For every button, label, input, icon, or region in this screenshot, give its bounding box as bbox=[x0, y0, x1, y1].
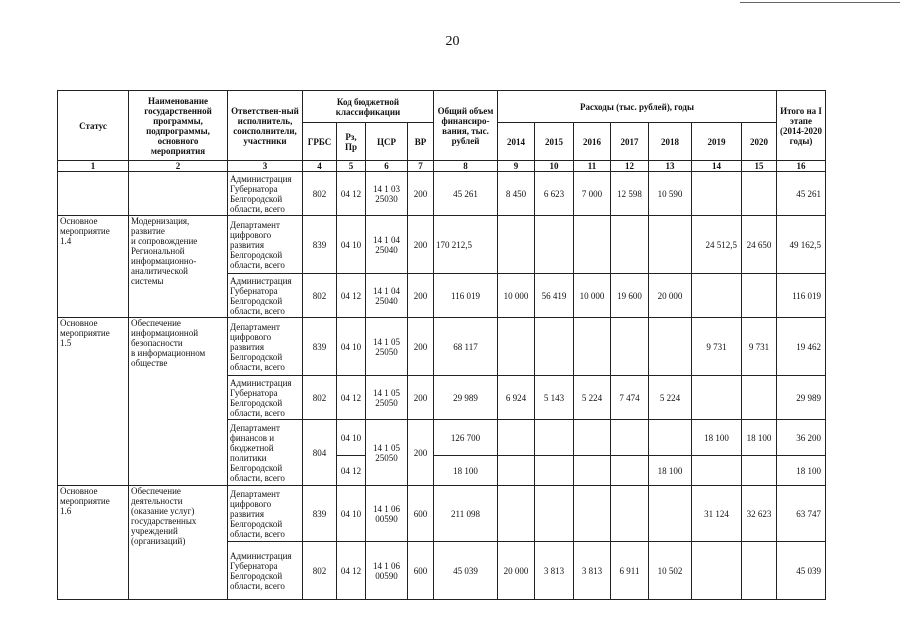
year-cell bbox=[742, 172, 777, 216]
year-cell: 10 590 bbox=[649, 172, 692, 216]
vr-cell: 200 bbox=[408, 376, 434, 420]
year-cell: 12 598 bbox=[611, 172, 649, 216]
header-year: 2019 bbox=[692, 123, 742, 161]
csr-cell: 14 1 04 25040 bbox=[366, 274, 408, 318]
header-vr: ВР bbox=[408, 123, 434, 161]
total-cell: 170 212,5 bbox=[434, 216, 498, 274]
header-year: 2016 bbox=[574, 123, 611, 161]
table-row bbox=[58, 318, 826, 376]
grbs-cell: 839 bbox=[303, 318, 337, 376]
rzpr-cell: 04 12 bbox=[337, 274, 366, 318]
itogo-cell: 63 747 bbox=[777, 486, 826, 542]
vr-cell: 600 bbox=[408, 542, 434, 600]
csr-cell: 14 1 06 00590 bbox=[366, 542, 408, 600]
year-cell bbox=[535, 486, 574, 542]
header-total-volume: Общий объем финансиро-вания, тыс. рублей bbox=[434, 91, 498, 161]
page-number: 20 bbox=[445, 34, 460, 49]
column-number: 16 bbox=[777, 161, 826, 172]
grbs-cell: 804 bbox=[303, 420, 337, 486]
year-cell: 5 143 bbox=[535, 376, 574, 420]
rzpr-cell: 04 12 bbox=[337, 376, 366, 420]
year-cell: 10 000 bbox=[498, 274, 535, 318]
total-cell: 45 039 bbox=[434, 542, 498, 600]
year-cell: 7 000 bbox=[574, 172, 611, 216]
column-number: 1 bbox=[58, 161, 129, 172]
year-cell bbox=[498, 486, 535, 542]
header-rzpr: Рз, Пр bbox=[337, 123, 366, 161]
header-year: 2020 bbox=[742, 123, 777, 161]
rzpr-cell: 04 10 bbox=[337, 486, 366, 542]
year-cell bbox=[611, 318, 649, 376]
year-cell: 7 474 bbox=[611, 376, 649, 420]
rzpr-cell: 04 10 bbox=[337, 318, 366, 376]
year-cell bbox=[574, 456, 611, 486]
name-cell: Обеспечение информационной безопасности в информационном обществе bbox=[129, 318, 228, 486]
year-cell bbox=[692, 456, 742, 486]
header-expenses: Расходы (тыс. рублей), годы bbox=[498, 91, 777, 123]
grbs-cell: 802 bbox=[303, 376, 337, 420]
csr-cell: 14 1 05 25050 bbox=[366, 376, 408, 420]
grbs-cell: 839 bbox=[303, 486, 337, 542]
year-cell bbox=[535, 318, 574, 376]
vr-cell: 200 bbox=[408, 216, 434, 274]
csr-cell: 14 1 04 25040 bbox=[366, 216, 408, 274]
year-cell bbox=[611, 456, 649, 486]
header-csr: ЦСР bbox=[366, 123, 408, 161]
vr-cell: 200 bbox=[408, 318, 434, 376]
year-cell: 9 731 bbox=[692, 318, 742, 376]
total-cell: 68 117 bbox=[434, 318, 498, 376]
column-number: 5 bbox=[337, 161, 366, 172]
csr-cell: 14 1 05 25050 bbox=[366, 318, 408, 376]
year-cell bbox=[649, 318, 692, 376]
executor-cell: Департамент цифрового развития Белгородской области, всего bbox=[228, 318, 303, 376]
year-cell bbox=[574, 216, 611, 274]
year-cell bbox=[574, 420, 611, 456]
header-budget-code: Код бюджетной классификации bbox=[303, 91, 434, 123]
year-cell: 20 000 bbox=[649, 274, 692, 318]
rzpr-cell: 04 10 bbox=[337, 420, 366, 456]
year-cell bbox=[692, 542, 742, 600]
status-cell: Основное мероприятие 1.4 bbox=[58, 216, 129, 318]
year-cell bbox=[692, 376, 742, 420]
csr-cell: 14 1 03 25030 bbox=[366, 172, 408, 216]
column-number: 3 bbox=[228, 161, 303, 172]
year-cell bbox=[498, 456, 535, 486]
year-cell bbox=[535, 216, 574, 274]
status-cell: Основное мероприятие 1.6 bbox=[58, 486, 129, 600]
vr-cell: 200 bbox=[408, 274, 434, 318]
year-cell bbox=[535, 456, 574, 486]
column-number: 7 bbox=[408, 161, 434, 172]
header-executor: Ответствен-ный исполнитель, соисполнители, участники bbox=[228, 91, 303, 161]
rzpr-cell: 04 10 bbox=[337, 216, 366, 274]
header-year: 2018 bbox=[649, 123, 692, 161]
year-cell: 3 813 bbox=[574, 542, 611, 600]
year-cell bbox=[742, 456, 777, 486]
column-number: 11 bbox=[574, 161, 611, 172]
itogo-cell: 49 162,5 bbox=[777, 216, 826, 274]
column-number: 10 bbox=[535, 161, 574, 172]
year-cell: 3 813 bbox=[535, 542, 574, 600]
year-cell bbox=[574, 318, 611, 376]
header-itogo: Итого на I этапе (2014-2020 годы) bbox=[777, 91, 826, 161]
column-number: 9 bbox=[498, 161, 535, 172]
executor-cell: Департамент цифрового развития Белгородской области, всего bbox=[228, 486, 303, 542]
year-cell: 6 911 bbox=[611, 542, 649, 600]
year-cell: 20 000 bbox=[498, 542, 535, 600]
name-cell: Обеспечение деятельности (оказание услуг) государственных учреждений (организаций) bbox=[129, 486, 228, 600]
year-cell: 9 731 bbox=[742, 318, 777, 376]
year-cell bbox=[742, 376, 777, 420]
year-cell bbox=[498, 420, 535, 456]
year-cell bbox=[611, 420, 649, 456]
header-grbs: ГРБС bbox=[303, 123, 337, 161]
itogo-cell: 18 100 bbox=[777, 456, 826, 486]
itogo-cell: 36 200 bbox=[777, 420, 826, 456]
itogo-cell: 116 019 bbox=[777, 274, 826, 318]
grbs-cell: 839 bbox=[303, 216, 337, 274]
grbs-cell: 802 bbox=[303, 274, 337, 318]
header-status: Статус bbox=[58, 91, 129, 161]
year-cell: 31 124 bbox=[692, 486, 742, 542]
column-number: 2 bbox=[129, 161, 228, 172]
table-row bbox=[58, 216, 826, 274]
grbs-cell: 802 bbox=[303, 542, 337, 600]
header-year: 2015 bbox=[535, 123, 574, 161]
total-cell: 45 261 bbox=[434, 172, 498, 216]
executor-cell: Администрация Губернатора Белгородской области, всего bbox=[228, 376, 303, 420]
year-cell bbox=[574, 486, 611, 542]
year-cell: 18 100 bbox=[692, 420, 742, 456]
column-number: 8 bbox=[434, 161, 498, 172]
year-cell bbox=[649, 216, 692, 274]
itogo-cell: 19 462 bbox=[777, 318, 826, 376]
year-cell bbox=[498, 216, 535, 274]
table-row bbox=[58, 486, 826, 542]
year-cell: 8 450 bbox=[498, 172, 535, 216]
itogo-cell: 29 989 bbox=[777, 376, 826, 420]
status-cell: Основное мероприятие 1.5 bbox=[58, 318, 129, 486]
itogo-cell: 45 039 bbox=[777, 542, 826, 600]
executor-cell: Администрация Губернатора Белгородской области, всего bbox=[228, 274, 303, 318]
year-cell: 6 623 bbox=[535, 172, 574, 216]
year-cell: 24 512,5 bbox=[692, 216, 742, 274]
year-cell bbox=[611, 216, 649, 274]
year-cell bbox=[742, 274, 777, 318]
year-cell bbox=[649, 486, 692, 542]
year-cell: 6 924 bbox=[498, 376, 535, 420]
executor-cell: Администрация Губернатора Белгородской области, всего bbox=[228, 172, 303, 216]
csr-cell: 14 1 06 00590 bbox=[366, 486, 408, 542]
column-number: 4 bbox=[303, 161, 337, 172]
year-cell: 18 100 bbox=[742, 420, 777, 456]
total-cell: 211 098 bbox=[434, 486, 498, 542]
vr-cell: 200 bbox=[408, 420, 434, 486]
column-number: 15 bbox=[742, 161, 777, 172]
year-cell: 56 419 bbox=[535, 274, 574, 318]
status-cell bbox=[58, 172, 129, 216]
rzpr-cell: 04 12 bbox=[337, 542, 366, 600]
year-cell: 19 600 bbox=[611, 274, 649, 318]
header-year: 2017 bbox=[611, 123, 649, 161]
year-cell: 18 100 bbox=[649, 456, 692, 486]
year-cell: 24 650 bbox=[742, 216, 777, 274]
name-cell: Модернизация, развитие и сопровождение Региональной информационно- аналитической системы bbox=[129, 216, 228, 318]
year-cell: 32 623 bbox=[742, 486, 777, 542]
year-cell: 5 224 bbox=[574, 376, 611, 420]
year-cell bbox=[611, 486, 649, 542]
year-cell bbox=[742, 542, 777, 600]
total-cell: 18 100 bbox=[434, 456, 498, 486]
grbs-cell: 802 bbox=[303, 172, 337, 216]
name-cell bbox=[129, 172, 228, 216]
total-cell: 126 700 bbox=[434, 420, 498, 456]
executor-cell: Администрация Губернатора Белгородской области, всего bbox=[228, 542, 303, 600]
year-cell bbox=[498, 318, 535, 376]
executor-cell: Департамент цифрового развития Белгородской области, всего bbox=[228, 216, 303, 274]
column-number: 6 bbox=[366, 161, 408, 172]
vr-cell: 200 bbox=[408, 172, 434, 216]
year-cell bbox=[649, 420, 692, 456]
csr-cell: 14 1 05 25050 bbox=[366, 420, 408, 486]
header-year: 2014 bbox=[498, 123, 535, 161]
scan-edge-line bbox=[740, 2, 900, 3]
column-number: 12 bbox=[611, 161, 649, 172]
column-number: 13 bbox=[649, 161, 692, 172]
total-cell: 116 019 bbox=[434, 274, 498, 318]
rzpr-cell: 04 12 bbox=[337, 172, 366, 216]
year-cell: 10 502 bbox=[649, 542, 692, 600]
header-name: Наименование государственной программы, подпрограммы, основного мероприятия bbox=[129, 91, 228, 161]
table-row bbox=[58, 172, 826, 216]
year-cell: 5 224 bbox=[649, 376, 692, 420]
total-cell: 29 989 bbox=[434, 376, 498, 420]
executor-cell: Департамент финансов и бюджетной политики Белгородской области, всего bbox=[228, 420, 303, 486]
column-number: 14 bbox=[692, 161, 742, 172]
year-cell bbox=[692, 274, 742, 318]
year-cell bbox=[692, 172, 742, 216]
budget-table bbox=[57, 90, 826, 600]
year-cell: 10 000 bbox=[574, 274, 611, 318]
rzpr-cell: 04 12 bbox=[337, 456, 366, 486]
vr-cell: 600 bbox=[408, 486, 434, 542]
year-cell bbox=[535, 420, 574, 456]
itogo-cell: 45 261 bbox=[777, 172, 826, 216]
